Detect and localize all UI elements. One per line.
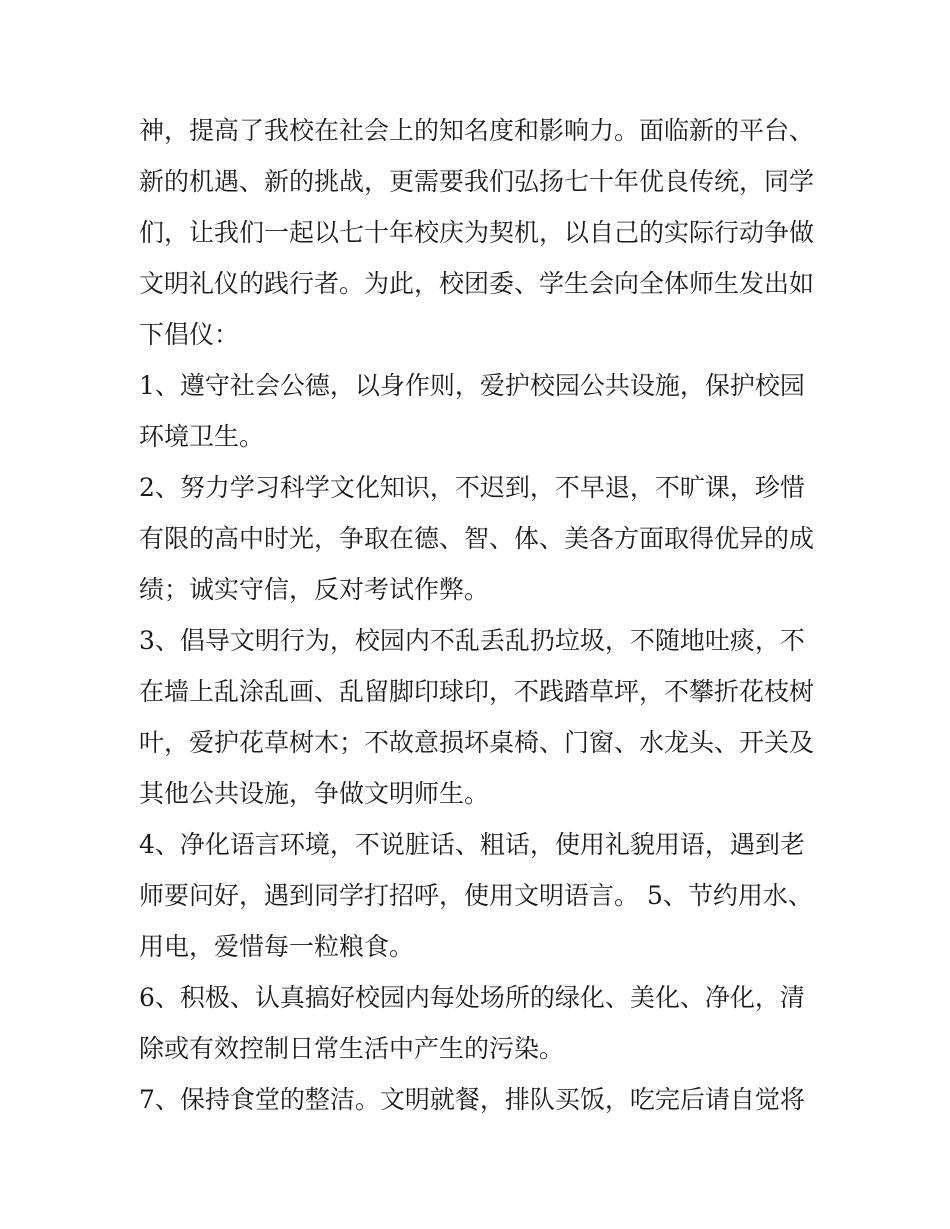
paragraph-item-7: 7、保持食堂的整洁。文明就餐，排队买饭，吃完后请自觉将 [139, 1085, 805, 1114]
paragraph-item-2: 2、努力学习科学文化知识，不迟到，不早退，不旷课，珍惜有限的高中时光，争取在德、智、体、美各方面取得优异的成绩；诚实守信，反对考试作弊。 [139, 473, 815, 604]
document-body [139, 105, 815, 1125]
paragraph-intro: 神，提高了我校在社会上的知名度和影响力。面临新的平台、新的机遇、新的挑战，更需要我们弘扬七十年优良传统，同学们，让我们一起以七十年校庆为契机，以自己的实际行动争做文明礼仪的践行者。为此，校团委、学生会向全体师生发出如下倡仪： [139, 116, 815, 349]
paragraph-item-4-5: 4、净化语言环境，不说脏话、粗话，使用礼貌用语，遇到老师要问好，遇到同学打招呼，使用文明语言。 5、节约用水、用电，爱惜每一粒粮食。 [139, 830, 813, 961]
paragraph-item-3: 3、倡导文明行为，校园内不乱丢乱扔垃圾，不随地吐痰，不在墙上乱涂乱画、乱留脚印球印，不践踏草坪，不攀折花枝树叶，爱护花草树木；不故意损坏桌椅、门窗、水龙头、开关及其他公共设施，争做文明师生。 [139, 626, 815, 808]
paragraph-item-1: 1、遵守社会公德，以身作则，爱护校园公共设施，保护校园环境卫生。 [139, 371, 805, 451]
paragraph-item-6: 6、积极、认真搞好校园内每处场所的绿化、美化、净化，清除或有效控制日常生活中产生的污染。 [139, 983, 805, 1063]
